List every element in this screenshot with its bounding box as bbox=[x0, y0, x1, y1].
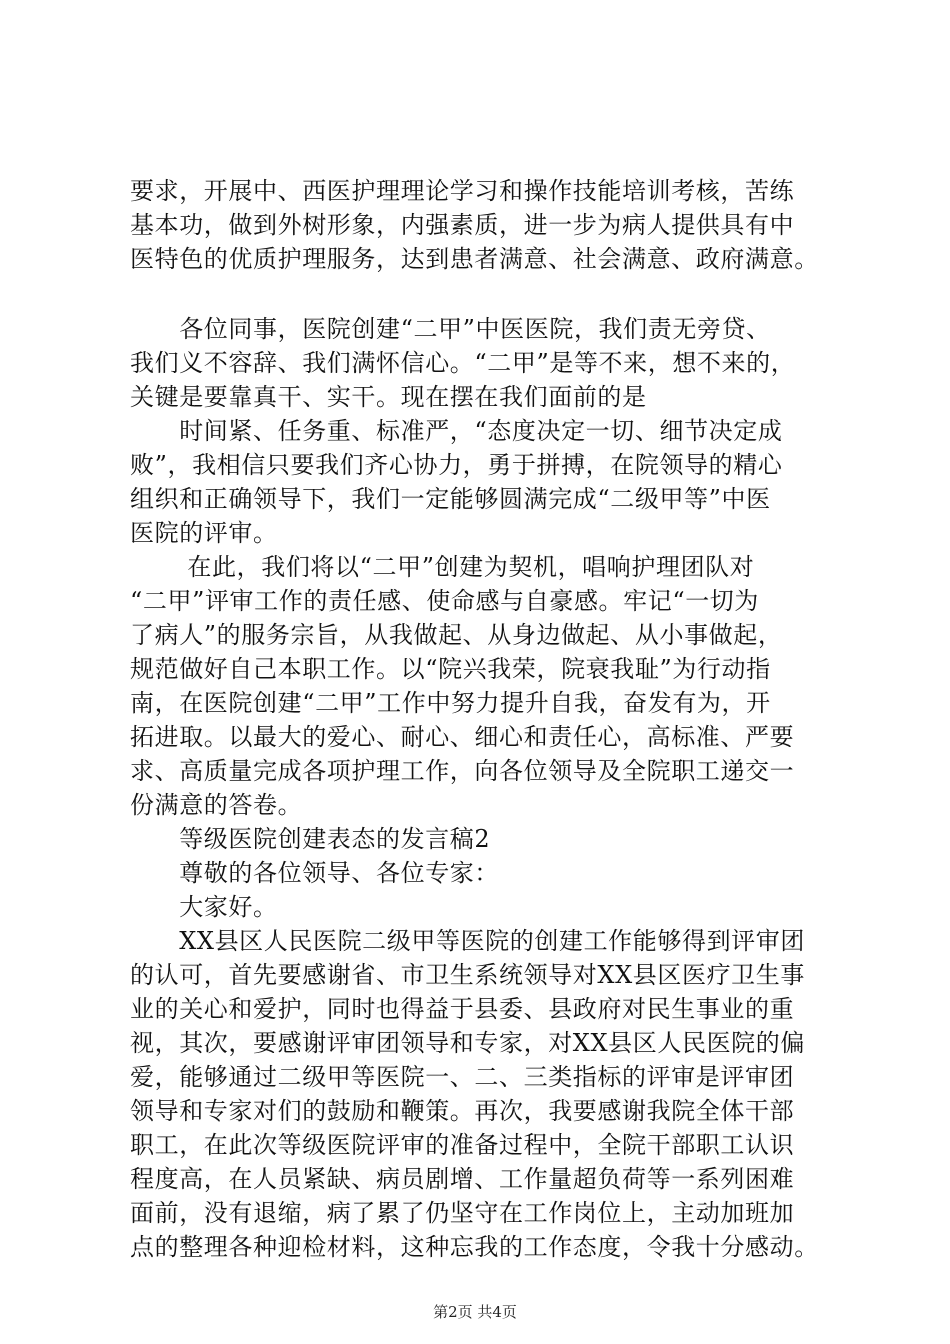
text-line: 拓进取。以最大的爱心、耐心、细心和责任心，高标准、严要 bbox=[130, 723, 795, 751]
text-line: 医院的评审。 bbox=[130, 519, 278, 547]
text-line: 爱，能够通过二级甲等医院一、二、三类指标的评审是评审团 bbox=[130, 1063, 795, 1091]
paragraph-gap bbox=[130, 276, 834, 312]
page-number-footer: 第2页 共4页 bbox=[433, 1303, 517, 1321]
paragraph-block-1 bbox=[130, 174, 834, 276]
text-line: 败”，我相信只要我们齐心协力，勇于拼搏，在院领导的精心 bbox=[130, 451, 783, 479]
text-line: 时间紧、任务重、标准严，“态度决定一切、细节决定成 bbox=[130, 417, 783, 445]
text-line: 面前，没有退缩，病了累了仍坚守在工作岗位上，主动加班加 bbox=[130, 1199, 795, 1227]
text-line: 我们义不容辞、我们满怀信心。“二甲”是等不来，想不来的， bbox=[130, 349, 796, 377]
text-line: 领导和专家对们的鼓励和鞭策。再次，我要感谢我院全体干部 bbox=[130, 1097, 795, 1125]
text-line: 南，在医院创建“二甲”工作中努力提升自我，奋发有为，开 bbox=[130, 689, 771, 717]
text-line: 职工，在此次等级医院评审的准备过程中，全院干部职工认识 bbox=[130, 1131, 795, 1159]
text-line: 在此，我们将以“二甲”创建为契机，唱响护理团队对 bbox=[130, 553, 755, 581]
salutation: 尊敬的各位领导、各位专家： bbox=[130, 859, 499, 887]
text-line: 基本功，做到外树形象，内强素质，进一步为病人提供具有中 bbox=[130, 211, 795, 239]
greeting: 大家好。 bbox=[130, 893, 278, 921]
text-line: 关键是要靠真干、实干。现在摆在我们面前的是 bbox=[130, 383, 647, 411]
text-line: 求、高质量完成各项护理工作，向各位领导及全院职工递交一 bbox=[130, 757, 795, 785]
text-line: 各位同事，医院创建“二甲”中医医院，我们责无旁贷、 bbox=[130, 315, 771, 343]
text-line: 要求，开展中、西医护理理论学习和操作技能培训考核，苦练 bbox=[130, 177, 795, 205]
text-line: 组织和正确领导下，我们一定能够圆满完成“二级甲等”中医 bbox=[130, 485, 771, 513]
text-line: 了病人”的服务宗旨，从我做起、从身边做起、从小事做起， bbox=[130, 621, 783, 649]
text-line: 医特色的优质护理服务，达到患者满意、社会满意、政府满意。 bbox=[130, 245, 819, 273]
text-line: 业的关心和爱护，同时也得益于县委、县政府对民生事业的重 bbox=[130, 995, 795, 1023]
text-line: XX县区人民医院二级甲等医院的创建工作能够得到评审团 bbox=[130, 927, 805, 955]
section-title: 等级医院创建表态的发言稿2 bbox=[130, 825, 491, 853]
text-line: “二甲”评审工作的责任感、使命感与自豪感。牢记“一切为 bbox=[130, 587, 760, 615]
text-line: 点的整理各种迎检材料，这种忘我的工作态度，令我十分感动。 bbox=[130, 1233, 819, 1261]
text-line: 视，其次，要感谢评审团领导和专家，对XX县区人民医院的偏 bbox=[130, 1029, 805, 1057]
paragraph-block-2 bbox=[130, 312, 834, 1264]
document-body bbox=[130, 174, 834, 1264]
text-line: 的认可，首先要感谢省、市卫生系统领导对XX县区医疗卫生事 bbox=[130, 961, 805, 989]
text-line: 程度高，在人员紧缺、病员剧增、工作量超负荷等一系列困难 bbox=[130, 1165, 795, 1193]
text-line: 规范做好自己本职工作。以“院兴我荣，院衰我耻”为行动指 bbox=[130, 655, 771, 683]
text-line: 份满意的答卷。 bbox=[130, 791, 303, 819]
